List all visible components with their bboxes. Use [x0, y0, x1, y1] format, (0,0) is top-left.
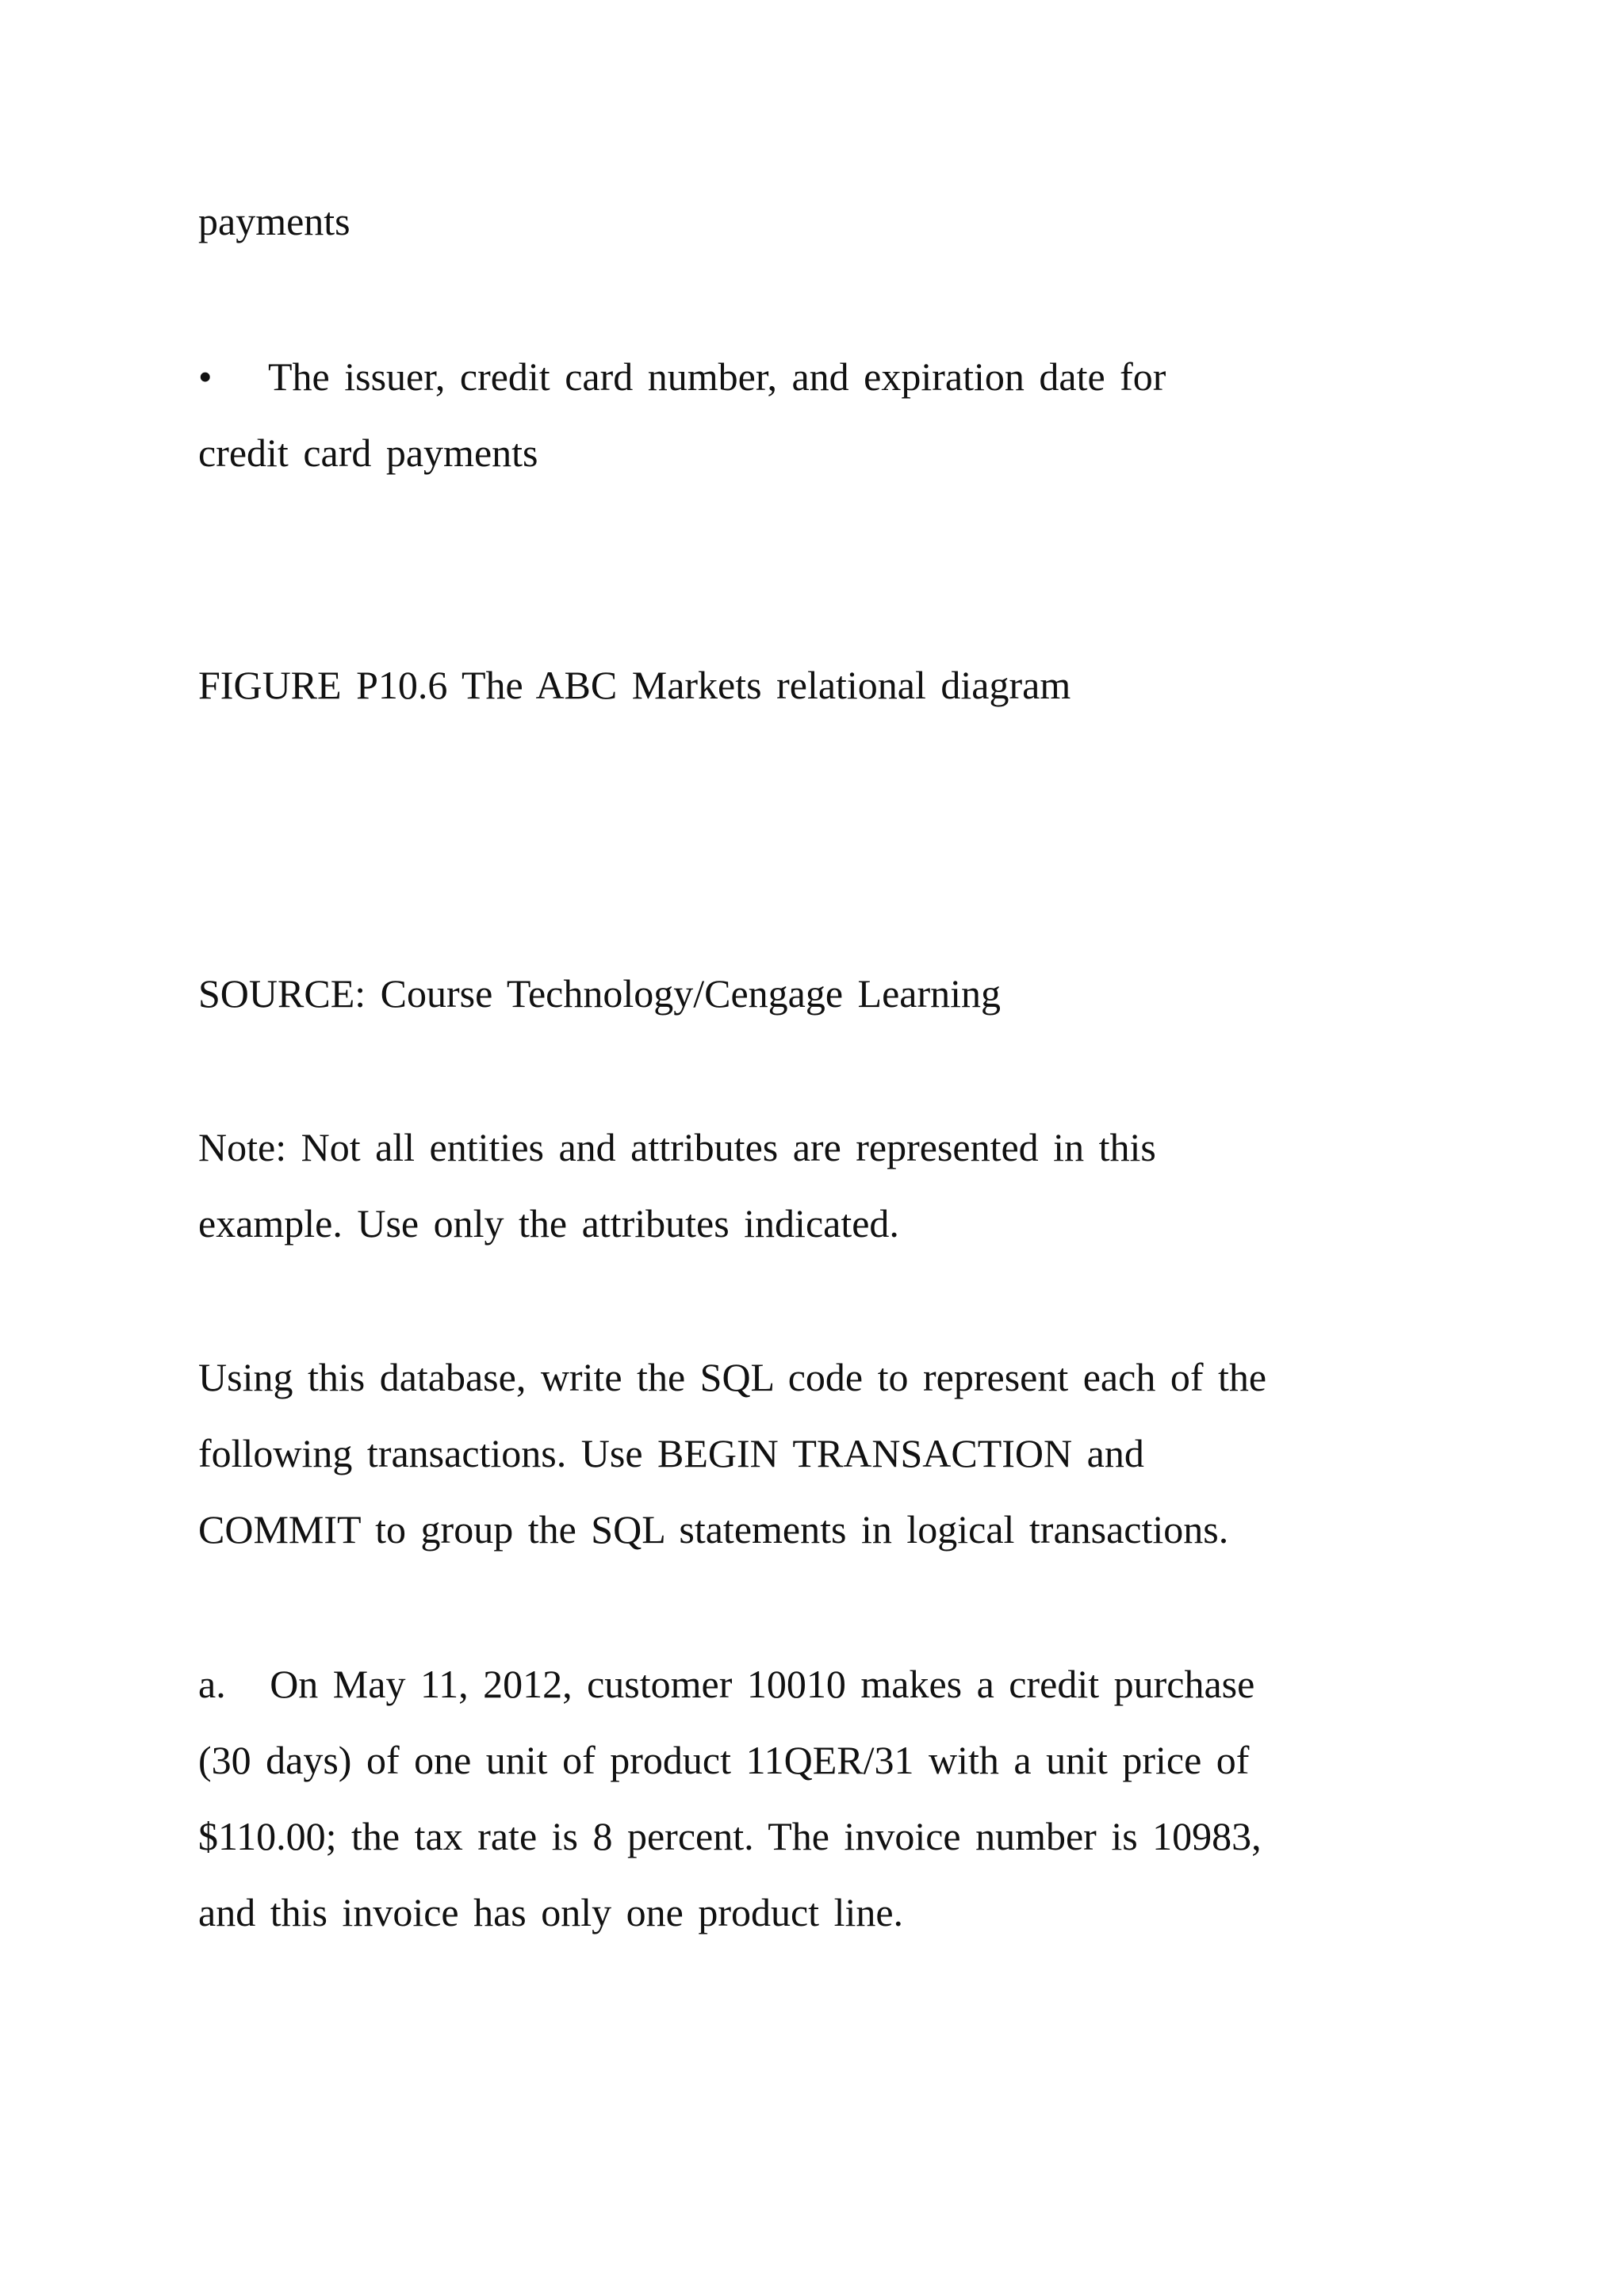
instructions-line: COMMIT to group the SQL statements in logical transactions.: [198, 1507, 1229, 1552]
bullet-text-line: The issuer, credit card number, and expiration date for: [268, 354, 1166, 399]
item-a-line: $110.00; the tax rate is 8 percent. The invoice number is 10983,: [198, 1814, 1262, 1858]
item-a-line: and this invoice has only one product line.: [198, 1890, 904, 1934]
bullet-marker: •: [198, 354, 213, 399]
item-a-line: a. On May 11, 2012, customer 10010 makes a credit purchase: [198, 1662, 1255, 1706]
source-line: SOURCE: Course Technology/Cengage Learning: [198, 971, 1002, 1016]
instructions-line: following transactions. Use BEGIN TRANSACTION and: [198, 1431, 1144, 1475]
item-a-line: (30 days) of one unit of product 11QER/31 with a unit price of: [198, 1738, 1250, 1782]
note-line: Note: Not all entities and attributes are represented in this: [198, 1125, 1156, 1169]
instructions-line: Using this database, write the SQL code to represent each of the: [198, 1355, 1267, 1399]
bullet-text-line: credit card payments: [198, 430, 538, 475]
note-line: example. Use only the attributes indicated.: [198, 1201, 899, 1246]
paragraph-line: payments: [198, 199, 350, 243]
figure-caption: FIGURE P10.6 The ABC Markets relational diagram: [198, 663, 1071, 707]
